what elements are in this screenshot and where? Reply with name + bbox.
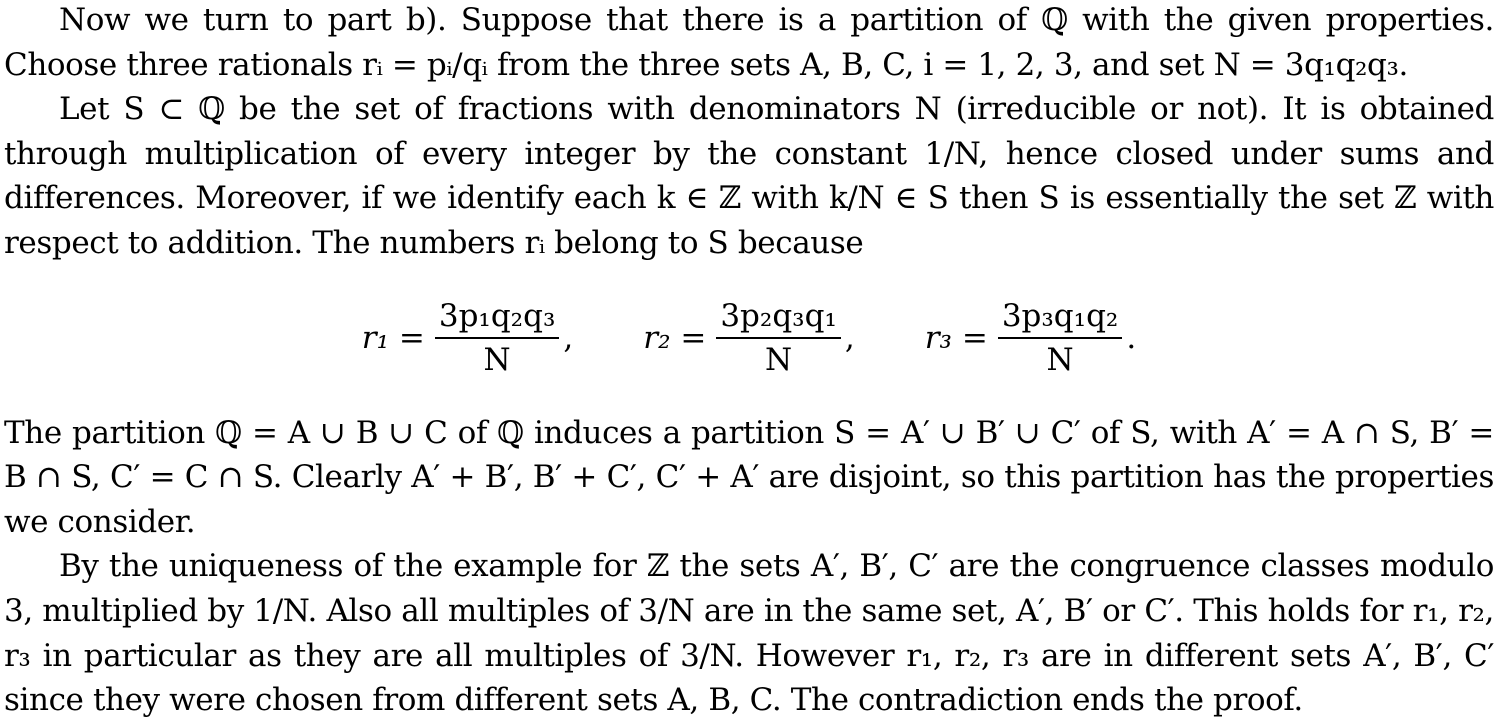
equation-r3-numerator: 3p₃q₁q₂ <box>1001 298 1119 335</box>
equation-r2-punct: , <box>844 320 855 357</box>
equation-r3-lhs: r₃ = <box>924 320 988 357</box>
paragraph-conclusion: By the uniqueness of the example for ℤ the sets A′, B′, C′ are the congruence classes modulo 3, multiplied by 1/N. Also all multiples of 3/N are in the same set, A′, B′ or C′. This holds for r₁, r₂, r₃ in particular as they are all multiples of 3/N. However r₁, r₂, r₃ are in different sets A′, B′, C′ since they were chosen from different sets A, B, C. The contradiction ends the proof. <box>4 548 1504 719</box>
equation-r1-punct: , <box>563 320 574 357</box>
equation-r3-denominator: N <box>1046 341 1074 378</box>
paragraph-partition: The partition ℚ = A ∪ B ∪ C of ℚ induces a partition S = A′ ∪ B′ ∪ C′ of S, with A′ = A ∩ S, B′ = B ∩ S, C′ = C ∩ S. Clearly A′ + B′, B′ + C′, C′ + A′ are disjoint, so this partition has the properties we consider. <box>4 414 1504 540</box>
equation-r3 <box>925 295 1136 381</box>
equation-r3-punct: . <box>1126 320 1137 357</box>
equation-r1 <box>362 295 573 381</box>
equation-r1-numerator: 3p₁q₂q₃ <box>438 298 556 335</box>
equation-r3-fraction <box>998 295 1123 381</box>
equation-r1-fraction <box>435 295 560 381</box>
equation-r1-denominator: N <box>483 341 511 378</box>
equation-r2-denominator: N <box>765 341 793 378</box>
paragraph-set-s: Let S ⊂ ℚ be the set of fractions with denominators N (irreducible or not). It is obtained through multiplication of every integer by the constant 1/N, hence closed under sums and differences. Moreover, if we identify each k ∈ ℤ with k/N ∈ S then S is essentially the set ℤ with respect to addition. The numbers rᵢ belong to S because <box>4 91 1504 261</box>
equation-r2-numerator: 3p₂q₃q₁ <box>720 298 837 335</box>
equation-r2 <box>643 295 854 381</box>
equation-r2-lhs: r₂ = <box>643 320 707 357</box>
equation-r1-lhs: r₁ = <box>361 320 425 357</box>
paragraph-part-b-intro: Now we turn to part b). Suppose that there is a partition of ℚ with the given properties. Choose three rationals rᵢ = pᵢ/qᵢ from the three sets A, B, C, i = 1, 2, 3, and set N = 3q₁q₂q₃. <box>4 2 1504 83</box>
equation-r2-fraction <box>716 295 841 381</box>
display-equations <box>4 266 1494 411</box>
